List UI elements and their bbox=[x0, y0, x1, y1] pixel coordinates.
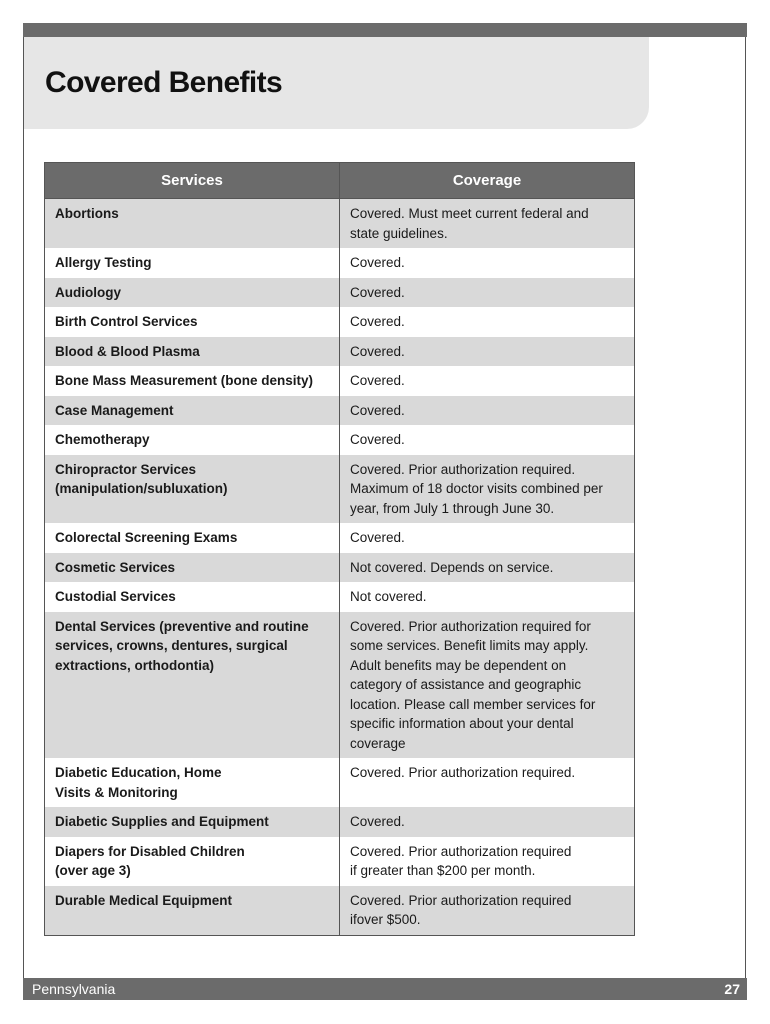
service-cell-line: Chiropractor Services bbox=[55, 461, 197, 477]
service-cell-line: Colorectal Screening Exams bbox=[55, 530, 238, 545]
coverage-cell-line: Covered. bbox=[350, 343, 405, 359]
service-cell bbox=[45, 455, 340, 524]
coverage-cell bbox=[340, 553, 635, 583]
service-cell-line: Dental Services (preventive and routine bbox=[55, 618, 309, 634]
coverage-cell-line: category of assistance and geographic bbox=[350, 677, 582, 692]
service-cell bbox=[45, 758, 340, 807]
table-row bbox=[45, 758, 635, 807]
service-cell-line: Diapers for Disabled Children bbox=[55, 843, 245, 859]
table-row bbox=[45, 307, 635, 337]
service-cell-line: Diabetic Supplies and Equipment bbox=[55, 814, 269, 829]
benefits-table bbox=[44, 162, 635, 936]
coverage-cell-line: Covered. bbox=[350, 402, 405, 418]
coverage-cell-line: Covered. Prior authorization required bbox=[350, 843, 572, 859]
coverage-cell-line: state guidelines. bbox=[350, 225, 448, 241]
coverage-cell bbox=[340, 807, 635, 837]
service-cell-line: Custodial Services bbox=[55, 589, 176, 604]
coverage-cell-line: specific information about your dental bbox=[350, 716, 574, 731]
coverage-cell-line: Covered. bbox=[350, 255, 405, 270]
table-row bbox=[45, 807, 635, 837]
service-cell bbox=[45, 278, 340, 308]
coverage-cell-line: Adult benefits may be dependent on bbox=[350, 657, 567, 673]
services-column-header: Services bbox=[45, 163, 340, 199]
service-cell bbox=[45, 199, 340, 249]
table-row bbox=[45, 455, 635, 524]
service-cell-line: (manipulation/subluxation) bbox=[55, 481, 228, 496]
service-cell bbox=[45, 366, 340, 396]
table-row bbox=[45, 337, 635, 367]
service-cell-line: Allergy Testing bbox=[55, 255, 152, 270]
coverage-cell-line: Covered. bbox=[350, 814, 405, 829]
service-cell bbox=[45, 612, 340, 759]
service-cell bbox=[45, 248, 340, 278]
service-cell-line: (over age 3) bbox=[55, 863, 131, 878]
table-row bbox=[45, 248, 635, 278]
service-cell-line: Case Management bbox=[55, 402, 174, 418]
service-cell-line: Cosmetic Services bbox=[55, 559, 176, 575]
coverage-cell-line: location. Please call member services for bbox=[350, 696, 596, 712]
table-row bbox=[45, 366, 635, 396]
footer-state-name: Pennsylvania bbox=[32, 981, 116, 997]
coverage-cell bbox=[340, 366, 635, 396]
coverage-cell bbox=[340, 886, 635, 936]
service-cell-line: Diabetic Education, Home bbox=[55, 765, 222, 780]
service-cell-line: services, crowns, dentures, surgical bbox=[55, 638, 288, 653]
service-cell-line: Durable Medical Equipment bbox=[55, 892, 233, 908]
coverage-cell bbox=[340, 199, 635, 249]
service-cell bbox=[45, 307, 340, 337]
coverage-cell bbox=[340, 425, 635, 455]
coverage-cell-line: year, from July 1 through June 30. bbox=[350, 500, 555, 516]
coverage-cell-line: Covered. bbox=[350, 530, 405, 545]
coverage-cell-line: Covered. Prior authorization required. bbox=[350, 765, 576, 780]
coverage-cell-line: Covered. Prior authorization required. bbox=[350, 461, 576, 477]
service-cell bbox=[45, 396, 340, 426]
service-cell-line: extractions, orthodontia) bbox=[55, 657, 215, 673]
service-cell-line: Bone Mass Measurement (bone density) bbox=[55, 373, 314, 388]
service-cell-line: Audiology bbox=[55, 284, 121, 300]
service-cell bbox=[45, 553, 340, 583]
service-cell bbox=[45, 337, 340, 367]
service-cell bbox=[45, 582, 340, 612]
coverage-cell bbox=[340, 396, 635, 426]
coverage-cell bbox=[340, 837, 635, 886]
coverage-cell bbox=[340, 612, 635, 759]
coverage-cell-line: Covered. Prior authorization required for bbox=[350, 618, 591, 634]
coverage-cell bbox=[340, 455, 635, 524]
page-number: 27 bbox=[724, 981, 740, 997]
table-row bbox=[45, 886, 635, 936]
table-row bbox=[45, 837, 635, 886]
coverage-cell-line: Covered. Prior authorization required bbox=[350, 892, 572, 908]
service-cell bbox=[45, 807, 340, 837]
top-bar bbox=[23, 23, 747, 37]
service-cell-line: Visits & Monitoring bbox=[55, 784, 178, 800]
coverage-column-header: Coverage bbox=[340, 163, 635, 199]
coverage-cell bbox=[340, 758, 635, 807]
service-cell-line: Abortions bbox=[55, 206, 119, 221]
service-cell bbox=[45, 837, 340, 886]
table-row bbox=[45, 396, 635, 426]
table-header-row bbox=[45, 163, 635, 199]
coverage-cell bbox=[340, 337, 635, 367]
table-row bbox=[45, 199, 635, 249]
table-row bbox=[45, 612, 635, 759]
coverage-cell bbox=[340, 523, 635, 553]
coverage-cell-line: Maximum of 18 doctor visits combined per bbox=[350, 481, 603, 496]
coverage-cell-line: Not covered. Depends on service. bbox=[350, 559, 554, 575]
coverage-cell bbox=[340, 248, 635, 278]
service-cell bbox=[45, 425, 340, 455]
coverage-cell bbox=[340, 278, 635, 308]
coverage-cell-line: Covered. bbox=[350, 284, 405, 300]
coverage-cell-line: Not covered. bbox=[350, 589, 427, 604]
page-title: Covered Benefits bbox=[45, 66, 283, 99]
coverage-cell bbox=[340, 307, 635, 337]
service-cell bbox=[45, 523, 340, 553]
coverage-cell-line: Covered. bbox=[350, 373, 405, 388]
service-cell-line: Blood & Blood Plasma bbox=[55, 343, 200, 359]
footer-bar bbox=[23, 978, 747, 1000]
coverage-cell-line: if greater than $200 per month. bbox=[350, 863, 536, 878]
table-body bbox=[45, 199, 635, 936]
coverage-cell-line: Covered. bbox=[350, 314, 405, 329]
coverage-cell-line: Covered. Must meet current federal and bbox=[350, 206, 589, 221]
table-row bbox=[45, 278, 635, 308]
service-cell-line: Birth Control Services bbox=[55, 314, 198, 329]
coverage-cell bbox=[340, 582, 635, 612]
table-row bbox=[45, 553, 635, 583]
coverage-cell-line: coverage bbox=[350, 735, 406, 751]
table-row bbox=[45, 425, 635, 455]
coverage-cell-line: ifover $500. bbox=[350, 912, 421, 927]
table-row bbox=[45, 523, 635, 553]
service-cell bbox=[45, 886, 340, 936]
coverage-cell-line: Covered. bbox=[350, 432, 405, 447]
service-cell-line: Chemotherapy bbox=[55, 432, 150, 447]
coverage-cell-line: some services. Benefit limits may apply. bbox=[350, 638, 589, 653]
table-row bbox=[45, 582, 635, 612]
